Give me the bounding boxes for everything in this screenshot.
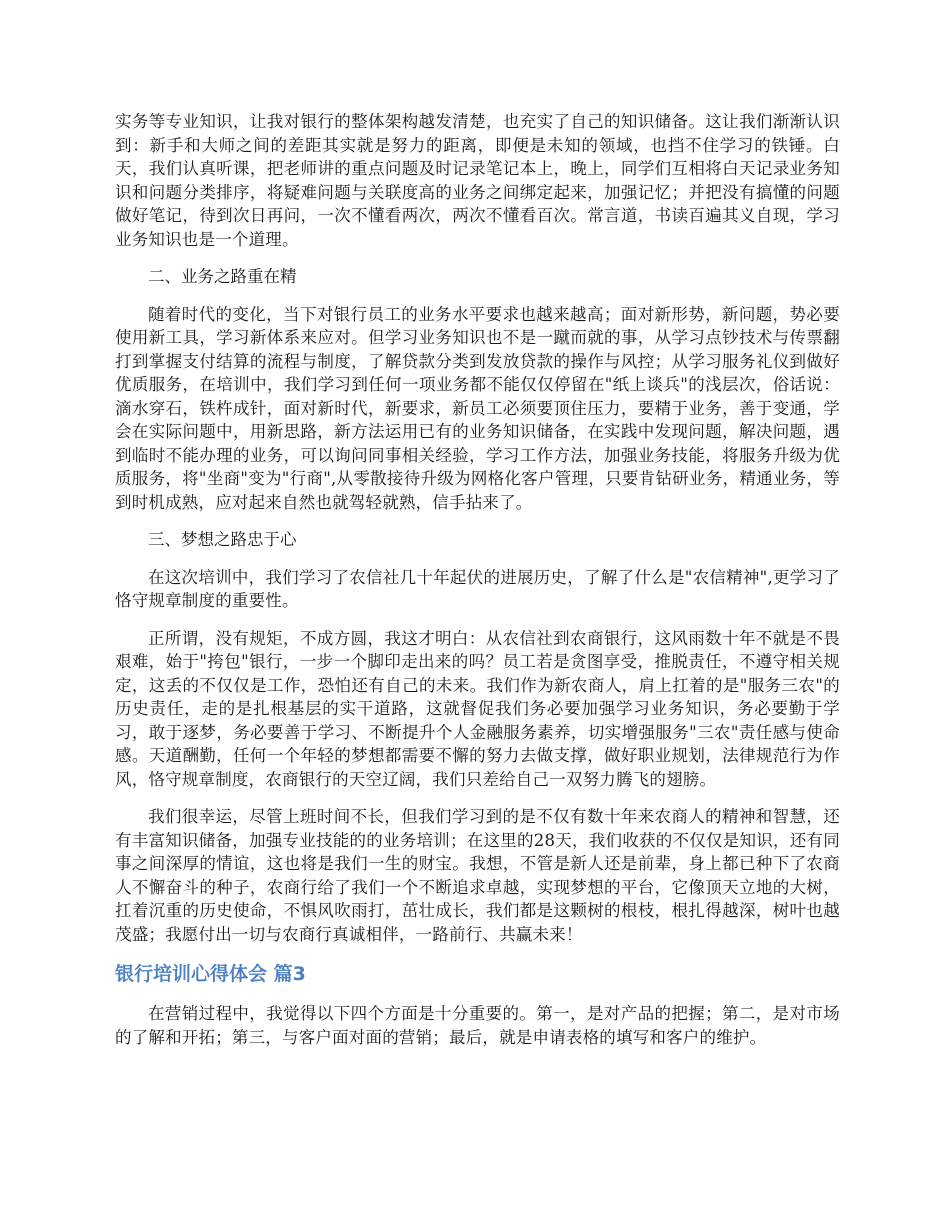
paragraph-business-skills: 随着时代的变化，当下对银行员工的业务水平要求也越来越高；面对新形势，新问题，势必要使用新工具，学习新体系来应对。但学习业务知识也不是一蹴而就的事，从学习点钞技术与传票翻打到掌握支付结算的流程与制度，了解贷款分类到发放贷款的操作与风控；从学习服务礼仪到做好优质服务，在培训中，我们学习到任何一项业务都不能仅仅停留在"纸上谈兵"的浅层次，俗话说：滴水穿石，铁杵成针，面对新时代，新要求，新员工必须要顶住压力，要精于业务，善于变通，学会在实际问题中，用新思路，新方法运用已有的业务知识储备，在实践中发现问题，解决问题，遇到临时不能办理的业务，可以询问同事相关经验，学习工作方法，加强业务技能，将服务升级为优质服务，将"坐商"变为"行商",从零散接待升级为网格化客户管理，只要肯钻研业务，精通业务，等到时机成熟，应对起来自然也就驾轻就熟，信手拈来了。 — [115, 304, 840, 512]
paragraph-gratitude: 我们很幸运，尽管上班时间不长，但我们学习到的是不仅有数十年来农商人的精神和智慧，还有丰富知识储备，加强专业技能的的业务培训；在这里的28天，我们收获的不仅仅是知识，还有同事之间深厚的情谊，这也将是我们一生的财宝。我想，不管是新人还是前辈，身上都已种下了农商人不懈奋斗的种子，农商行给了我们一个不断追求卓越，实现梦想的平台，它像顶天立地的大树，扛着沉重的历史使命，不惧风吹雨打，茁壮成长，我们都是这颗树的根枝，根扎得越深，树叶也越茂盛；我愿付出一切与农商行真诚相伴，一路前行、共赢未来！ — [115, 807, 840, 944]
section-title-part-3: 银行培训心得体会 篇3 — [115, 963, 306, 985]
document-page — [115, 110, 840, 1063]
paragraph-knowledge-reserve: 实务等专业知识，让我对银行的整体架构越发清楚，也充实了自己的知识储备。这让我们渐渐认识到：新手和大师之间的差距其实就是努力的距离，即便是未知的领域，也挡不住学习的铁锤。白天，我们认真听课，把老师讲的重点问题及时记录笔记本上，晚上，同学们互相将白天记录业务知识和问题分类排序，将疑难问题与关联度高的业务之间绑定起来，加强记忆；并把没有搞懂的问题做好笔记，待到次日再问，一次不懂看两次，两次不懂看百次。常言道，书读百遍其义自现，学习业务知识也是一个道理。 — [115, 112, 840, 249]
subheading-dream-loyalty: 三、梦想之路忠于心 — [148, 530, 297, 549]
paragraph-marketing: 在营销过程中，我觉得以下四个方面是十分重要的。第一，是对产品的把握；第二，是对市场的了解和开拓；第三，与客户面对面的营销；最后，就是申请表格的填写和客户的维护。 — [115, 1004, 840, 1047]
paragraph-rural-credit-history: 在这次培训中，我们学习了农信社几十年起伏的进展历史，了解了什么是"农信精神",更学习了恪守规章制度的重要性。 — [115, 567, 840, 610]
subheading-business-precision: 二、业务之路重在精 — [148, 267, 297, 286]
paragraph-rules-and-responsibility: 正所谓，没有规矩，不成方圆，我这才明白：从农信社到农商银行，这风雨数十年不就是不畏艰难，始于"挎包"银行，一步一个脚印走出来的吗？员工若是贪图享受，推脱责任，不遵守相关规定，这丢的不仅仅是工作，恐怕还有自己的未来。我们作为新农商人，肩上扛着的是"服务三农"的历史责任，走的是扎根基层的实干道路，这就督促我们务必要加强学习业务知识，务必要勤于学习，敢于逐梦，务必要善于学习、不断提升个人金融服务素养，切实增强服务"三农"责任感与使命感。天道酬勤，任何一个年轻的梦想都需要不懈的努力去做支撑，做好职业规划，法律规范行为作风，恪守规章制度，农商银行的天空辽阔，我们只差给自己一双努力腾飞的翅膀。 — [115, 628, 840, 789]
